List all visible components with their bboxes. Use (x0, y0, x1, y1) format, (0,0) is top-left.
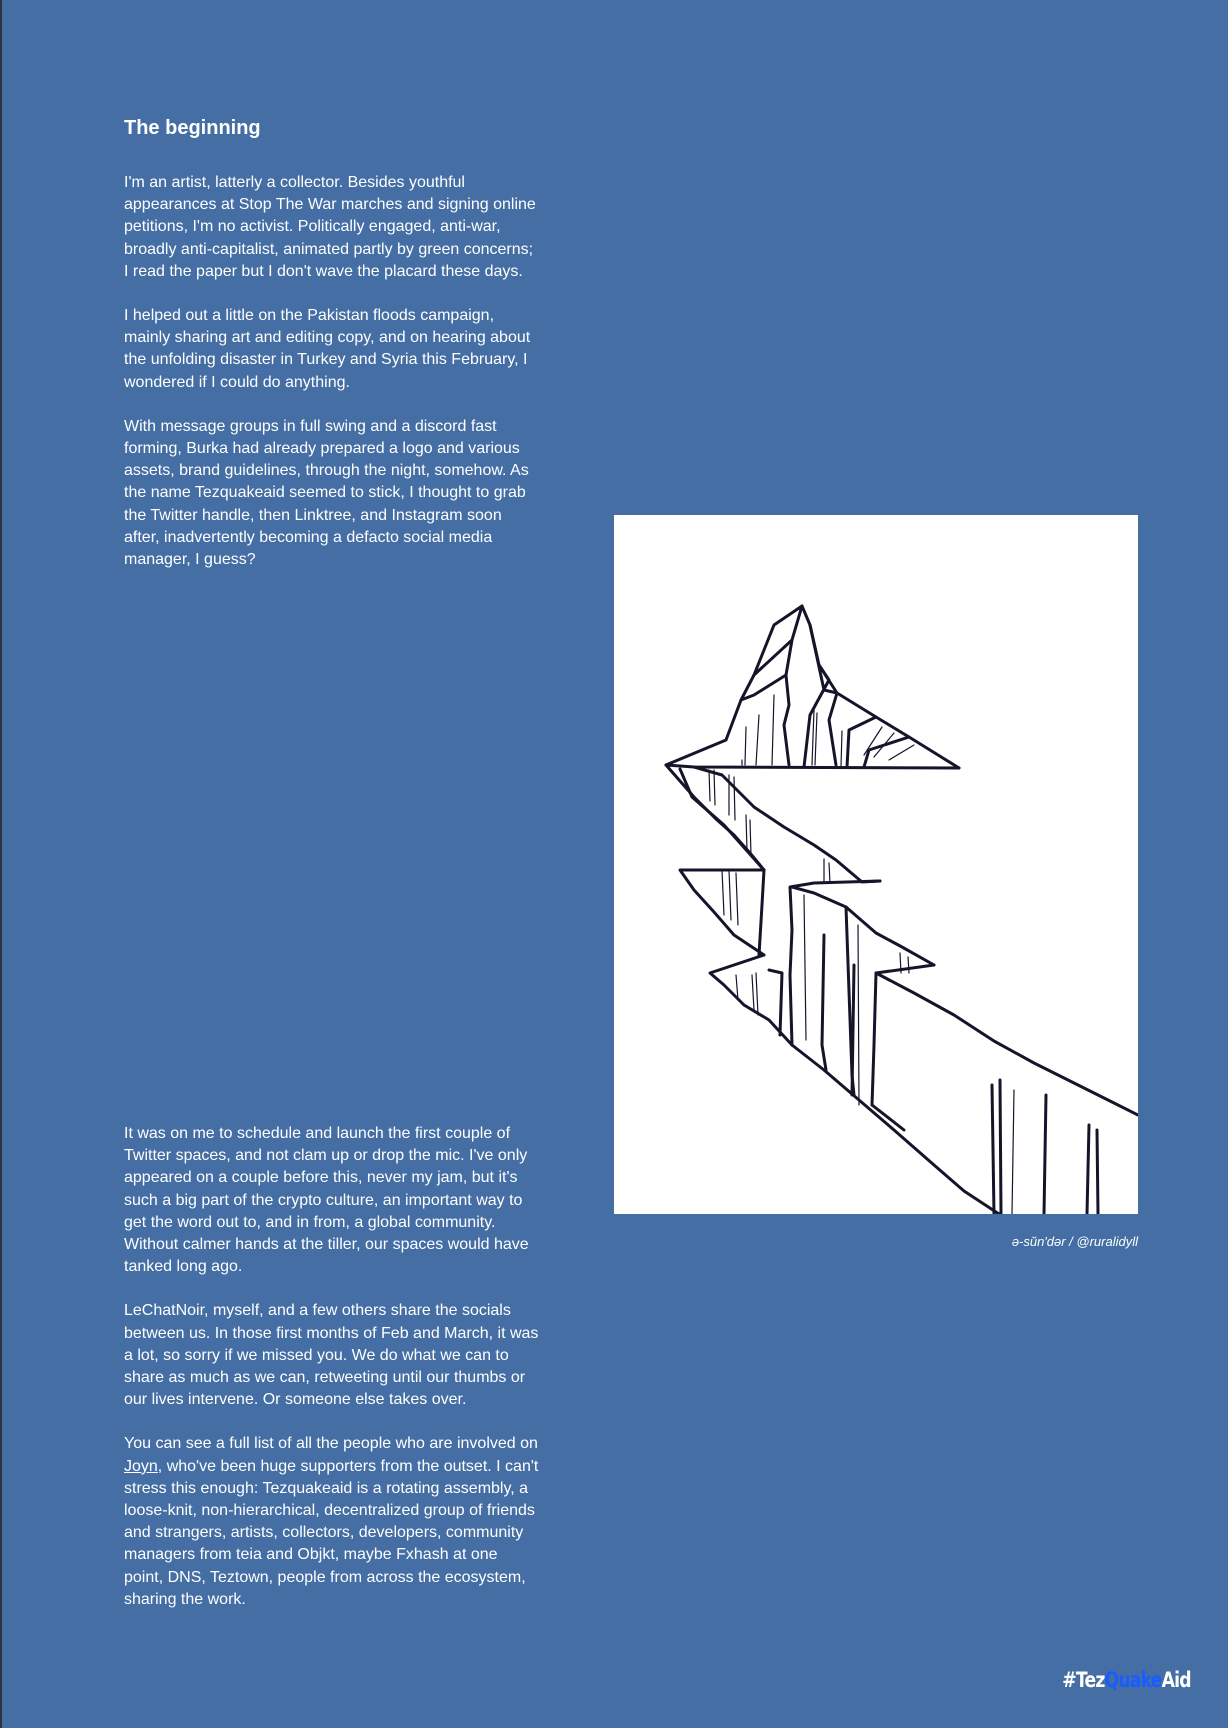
artwork-caption: ə-sŭn′dər / @ruralidyll (1011, 1234, 1138, 1249)
paragraph-with-link (124, 1433, 539, 1611)
paragraph: It was on me to schedule and launch the first couple of Twitter spaces, and not clam up or drop the mic. I've only appeared on a couple before this, never my jam, but it's such a big part of the crypto culture, an important way to get the word out to, and in from, a global community. Without calmer hands at the tiller, our spaces would have tanked long ago. (124, 1125, 529, 1276)
brand-part-accent: Quake (1104, 1668, 1162, 1692)
paragraph: I helped out a little on the Pakistan floods campaign, mainly sharing art and editing copy, and on hearing about the unfolding disaster in Turkey and Syria this February, I wondered if I could do anything. (124, 307, 531, 391)
paragraph-text: , who've been huge supporters from the outset. I can't stress this enough: Tezquakeaid is a rotating assembly, a loose-knit, non-hierarchical, decentralized group of friends and strangers, artists, collectors, developers, community managers from teia and Objkt, maybe Fxhash at one point, DNS, Teztown, people from across the ecosystem, sharing the work. (124, 1457, 539, 1608)
brand-part: Aid (1161, 1668, 1191, 1692)
brand-hashtag (1062, 1668, 1191, 1692)
text-column-top (124, 172, 539, 571)
brand-part: #Tez (1062, 1668, 1105, 1692)
artwork-image (614, 515, 1138, 1214)
paragraph: I'm an artist, latterly a collector. Besides youthful appearances at Stop The War marches and signing online petitions, I'm no activist. Politically engaged, anti-war, broadly anti-capitalist, animated partly by green concerns; I read the paper but I don't wave the placard these days. (124, 174, 536, 280)
page-left-border (0, 0, 2, 1728)
section-heading: The beginning (124, 117, 261, 139)
joyn-link[interactable]: Joyn (124, 1457, 158, 1475)
earthquake-crevice-drawing-icon (614, 515, 1138, 1214)
paragraph: With message groups in full swing and a discord fast forming, Burka had already prepared a logo and various assets, brand guidelines, through the night, somehow. As the name Tezquakeaid seemed to stick, I thought to grab the Twitter handle, then Linktree, and Instagram soon after, inadvertently becoming a defacto social media manager, I guess? (124, 417, 529, 569)
paragraph: LeChatNoir, myself, and a few others share the socials between us. In those first months of Feb and March, it was a lot, so sorry if we missed you. We do what we can to share as much as we can, retweeting until our thumbs or our lives intervene. Or someone else takes over. (124, 1302, 539, 1409)
text-column-bottom (124, 1123, 539, 1611)
paragraph-text: You can see a full list of all the people who are involved on (124, 1435, 538, 1453)
